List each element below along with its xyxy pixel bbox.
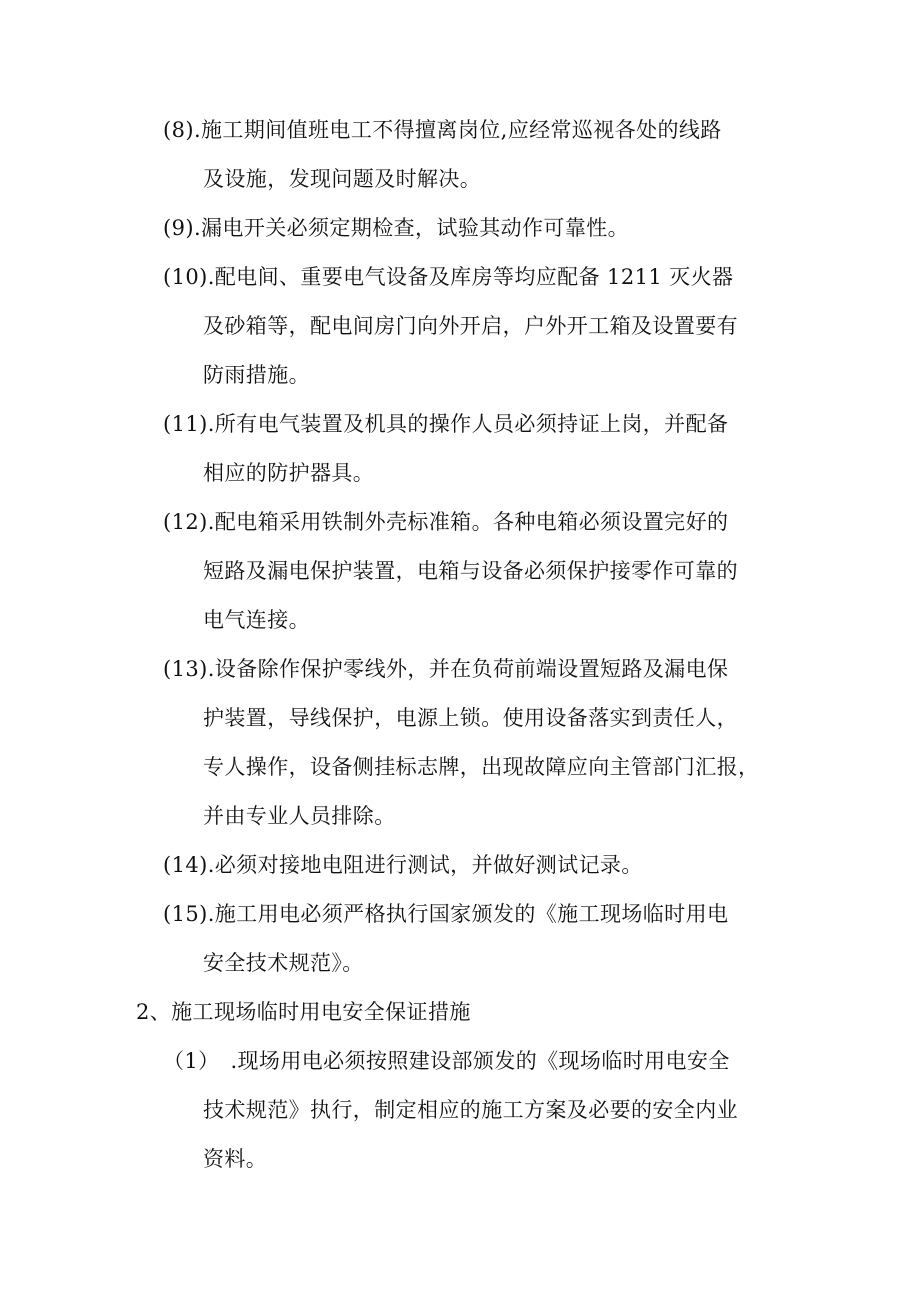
item-10-line-1: (10).配电间、重要电气设备及库房等均应配备 1211 灭火器 bbox=[163, 265, 734, 289]
item-10-line-2: 及砂箱等，配电间房门向外开启，户外开工箱及设置要有 bbox=[203, 314, 738, 338]
item-15-line-1: (15).施工用电必须严格执行国家颁发的《施工现场临时用电 bbox=[163, 902, 729, 926]
item-12-line-3: 电气连接。 bbox=[203, 608, 310, 632]
item-13-line-1: (13).设备除作保护零线外，并在负荷前端设置短路及漏电保 bbox=[163, 657, 729, 681]
item-9-line-1: (9).漏电开关必须定期检查，试验其动作可靠性。 bbox=[163, 216, 630, 240]
item-13-line-3: 专人操作，设备侧挂标志牌，出现故障应向主管部门汇报， bbox=[203, 755, 760, 779]
item-11-line-1: (11).所有电气装置及机具的操作人员必须持证上岗，并配备 bbox=[163, 412, 729, 436]
sub-item-1-line-1: （1） .现场用电必须按照建设部颁发的《现场临时用电安全 bbox=[163, 1049, 730, 1073]
item-14-line-1: (14).必须对接地电阻进行测试，并做好测试记录。 bbox=[163, 853, 643, 877]
item-13-line-4: 并由专业人员排除。 bbox=[203, 804, 396, 828]
sub-item-1-line-2: 技术规范》执行，制定相应的施工方案及必要的安全内业 bbox=[203, 1098, 738, 1122]
item-15-line-2: 安全技术规范》。 bbox=[203, 951, 364, 975]
item-11-line-2: 相应的防护器具。 bbox=[203, 461, 375, 485]
item-12-line-2: 短路及漏电保护装置，电箱与设备必须保护接零作可靠的 bbox=[203, 559, 738, 583]
item-12-line-1: (12).配电箱采用铁制外壳标准箱。各种电箱必须设置完好的 bbox=[163, 510, 729, 534]
section-2-heading: 2、施工现场临时用电安全保证措施 bbox=[136, 1000, 471, 1024]
item-10-line-3: 防雨措施。 bbox=[203, 363, 310, 387]
item-13-line-2: 护装置，导线保护，电源上锁。使用设备落实到责任人， bbox=[203, 706, 738, 730]
item-8-line-1: (8).施工期间值班电工不得擅离岗位,应经常巡视各处的线路 bbox=[163, 118, 722, 142]
sub-item-1-line-3: 资料。 bbox=[203, 1147, 268, 1171]
item-8-line-2: 及设施，发现问题及时解决。 bbox=[203, 167, 482, 191]
